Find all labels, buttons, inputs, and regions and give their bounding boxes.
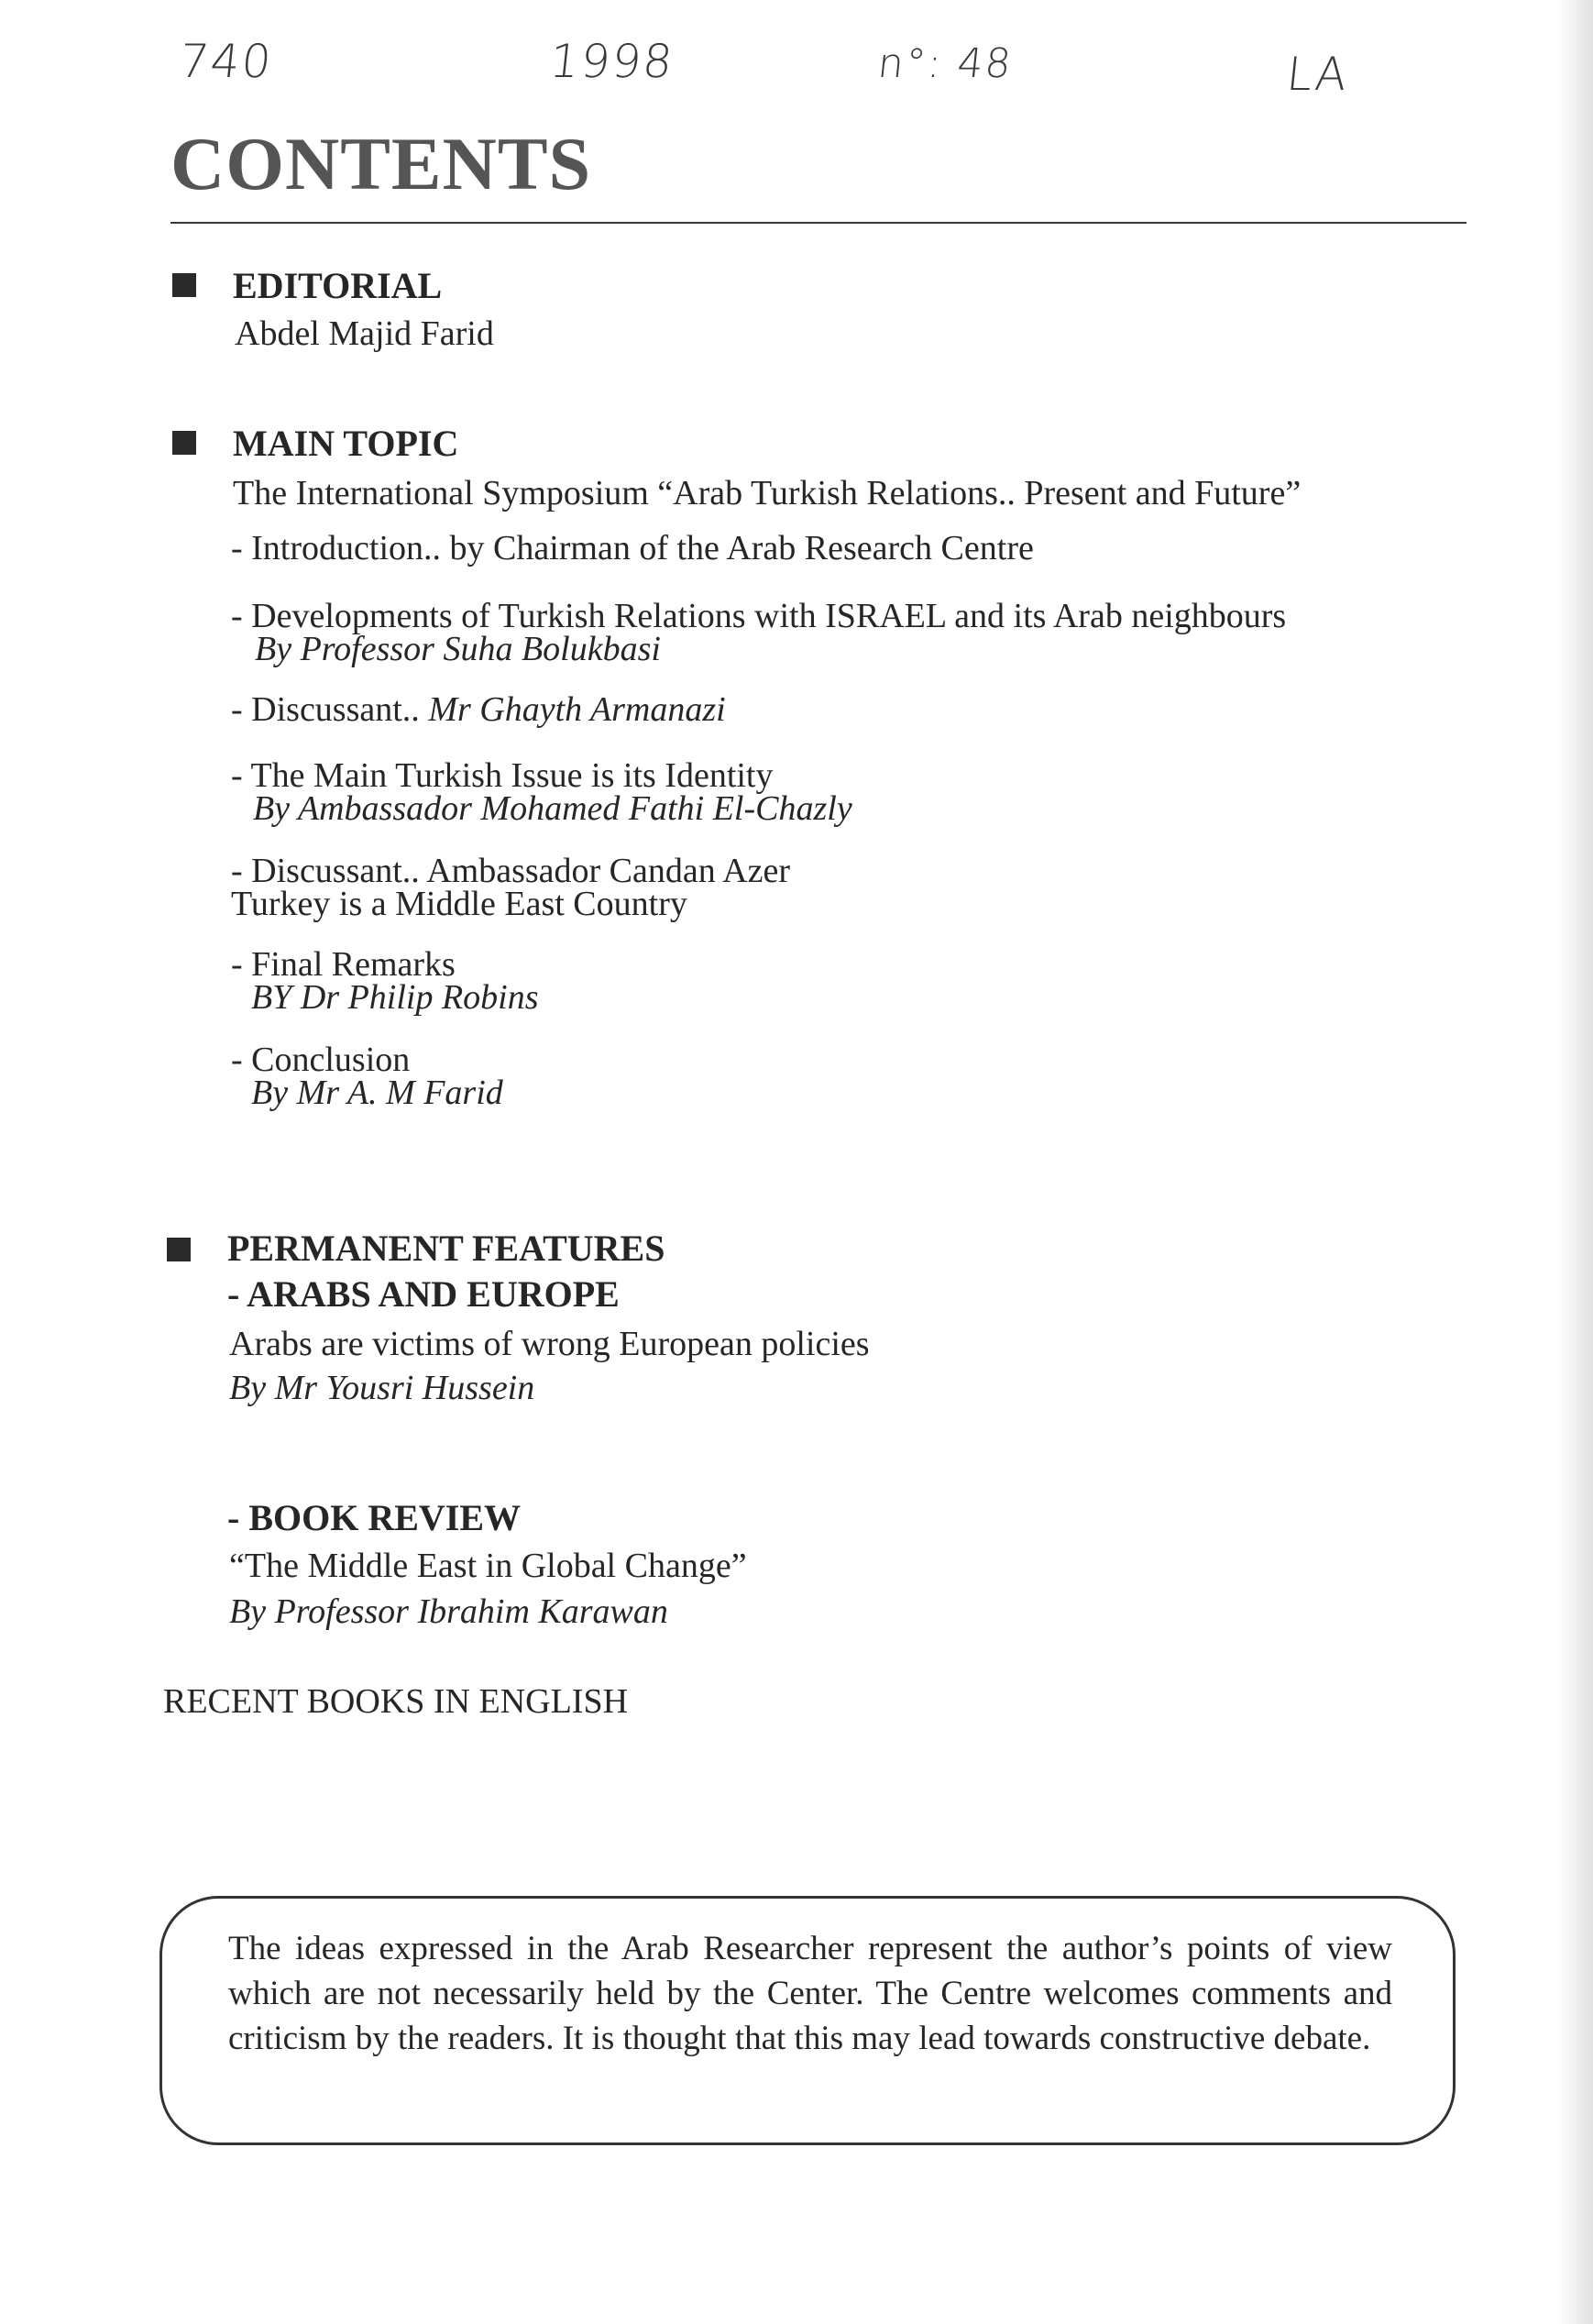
handwritten-note: 740 bbox=[176, 35, 276, 88]
article-byline: By Mr Yousri Hussein bbox=[229, 1369, 535, 1407]
article-title: Arabs are victims of wrong European policies bbox=[229, 1325, 870, 1363]
disclaimer-box bbox=[159, 1896, 1456, 2145]
handwritten-note: n°: 48 bbox=[875, 40, 1016, 87]
main-topic-subtitle: The International Symposium “Arab Turkish Relations.. Present and Future” bbox=[233, 474, 1302, 512]
title-divider bbox=[170, 222, 1467, 224]
list-item: - Introduction.. by Chairman of the Arab Research Centre bbox=[231, 529, 1034, 567]
list-item-byline: By Professor Suha Bolukbasi bbox=[255, 630, 661, 668]
section-bullet bbox=[167, 1238, 191, 1261]
page-title: CONTENTS bbox=[170, 122, 592, 205]
section-heading-main-topic: MAIN TOPIC bbox=[233, 423, 459, 464]
scan-shadow bbox=[1556, 0, 1593, 2324]
section-heading-permanent-features: PERMANENT FEATURES bbox=[227, 1228, 665, 1269]
handwritten-note: 1998 bbox=[546, 35, 677, 88]
list-item bbox=[231, 689, 726, 730]
subsection-heading-arabs-europe: - ARABS AND EUROPE bbox=[227, 1273, 620, 1315]
list-item: - Developments of Turkish Relations with ISRAEL and its Arab neighbours bbox=[231, 597, 1287, 635]
list-item-byline: By Mr A. M Farid bbox=[251, 1074, 503, 1112]
list-item: - Conclusion bbox=[231, 1041, 411, 1079]
list-item: - The Main Turkish Issue is its Identity bbox=[231, 756, 774, 795]
list-item-byline: By Ambassador Mohamed Fathi El-Chazly bbox=[253, 789, 852, 828]
list-item-byline: BY Dr Philip Robins bbox=[251, 978, 539, 1017]
list-item-prefix: - Discussant.. bbox=[231, 690, 429, 729]
list-item: - Discussant.. Ambassador Candan Azer bbox=[231, 852, 790, 890]
recent-books-heading: RECENT BOOKS IN ENGLISH bbox=[163, 1682, 629, 1721]
subsection-heading-book-review: - BOOK REVIEW bbox=[227, 1497, 522, 1538]
disclaimer-text: The ideas expressed in the Arab Researcher represent the author’s points of view which are not necessarily held by the Center. The Centre welcomes comments and criticism by the readers. It is thought that this may lead towards constructive debate. bbox=[228, 1930, 1392, 2057]
article-byline: By Professor Ibrahim Karawan bbox=[229, 1592, 668, 1631]
section-heading-editorial: EDITORIAL bbox=[233, 265, 443, 306]
section-bullet bbox=[172, 273, 196, 297]
list-item: - Final Remarks bbox=[231, 945, 456, 984]
article-title: “The Middle East in Global Change” bbox=[229, 1547, 747, 1585]
section-bullet bbox=[172, 431, 196, 455]
handwritten-note: LA bbox=[1283, 48, 1352, 101]
list-item-name: Mr Ghayth Armanazi bbox=[428, 690, 726, 729]
editorial-author: Abdel Majid Farid bbox=[235, 314, 494, 353]
list-item-subtitle: Turkey is a Middle East Country bbox=[231, 885, 687, 923]
